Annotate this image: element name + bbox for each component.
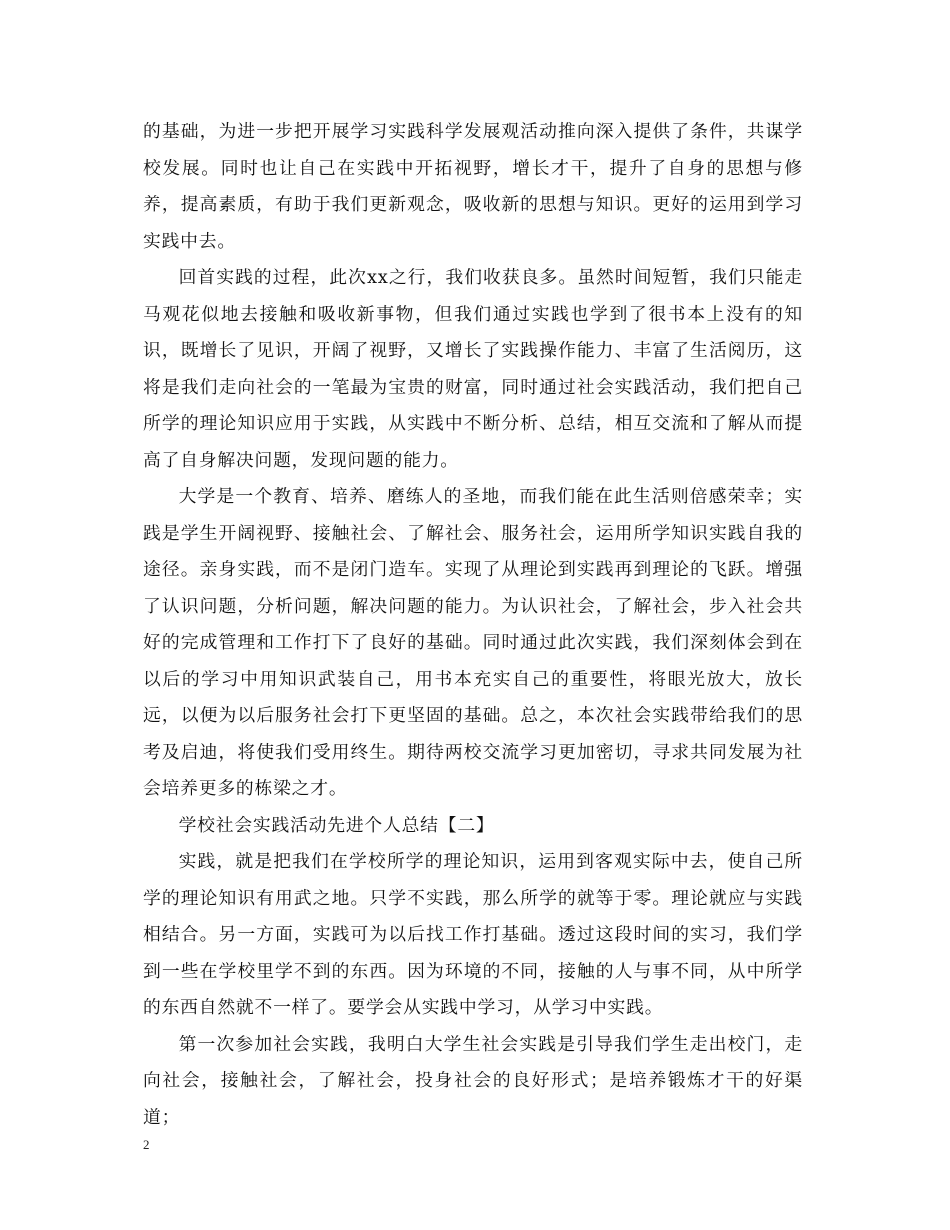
paragraph-2: 回首实践的过程，此次xx之行，我们收获良多。虽然时间短暂，我们只能走马观花似地去接触和吸收新事物，但我们通过实践也学到了很书本上没有的知识，既增长了见识，开阔了视野，又增长了实践操作能力、丰富了生活阅历，这将是我们走向社会的一笔最为宝贵的财富，同时通过社会实践活动，我们把自己所学的理论知识应用于实践，从实践中不断分析、总结，相互交流和了解从而提高了自身解决问题，发现问题的能力。 [143, 267, 803, 471]
section-heading: 学校社会实践活动先进个人总结【二】 [178, 814, 495, 836]
paragraph-1: 的基础，为进一步把开展学习实践科学发展观活动推向深入提供了条件，共谋学校发展。同时也让自己在实践中开拓视野，增长才干，提升了自身的思想与修养，提高素质，有助于我们更新观念，吸收新的思想与知识。更好的运用到学习实践中去。 [143, 121, 803, 252]
document-body [143, 114, 803, 1136]
paragraph-5: 第一次参加社会实践，我明白大学生社会实践是引导我们学生走出校门，走向社会，接触社会，了解社会，投身社会的良好形式；是培养锻炼才干的好渠道； [143, 1033, 803, 1128]
page-number: 2 [143, 1137, 150, 1152]
paragraph-4: 实践，就是把我们在学校所学的理论知识，运用到客观实际中去，使自己所学的理论知识有用武之地。只学不实践，那么所学的就等于零。理论就应与实践相结合。另一方面，实践可为以后找工作打基础。透过这段时间的实习，我们学到一些在学校里学不到的东西。因为环境的不同，接触的人与事不同，从中所学的东西自然就不一样了。要学会从实践中学习，从学习中实践。 [143, 851, 803, 1018]
paragraph-3: 大学是一个教育、培养、磨练人的圣地，而我们能在此生活则倍感荣幸；实践是学生开阔视野、接触社会、了解社会、服务社会，运用所学知识实践自我的途径。亲身实践，而不是闭门造车。实现了从理论到实践再到理论的飞跃。增强了认识问题，分析问题，解决问题的能力。为认识社会，了解社会，步入社会共好的完成管理和工作打下了良好的基础。同时通过此次实践，我们深刻体会到在以后的学习中用知识武装自己，用书本充实自己的重要性，将眼光放大，放长远，以便为以后服务社会打下更坚固的基础。总之，本次社会实践带给我们的思考及启迪，将使我们受用终生。期待两校交流学习更加密切，寻求共同发展为社会培养更多的栋梁之才。 [143, 486, 803, 799]
